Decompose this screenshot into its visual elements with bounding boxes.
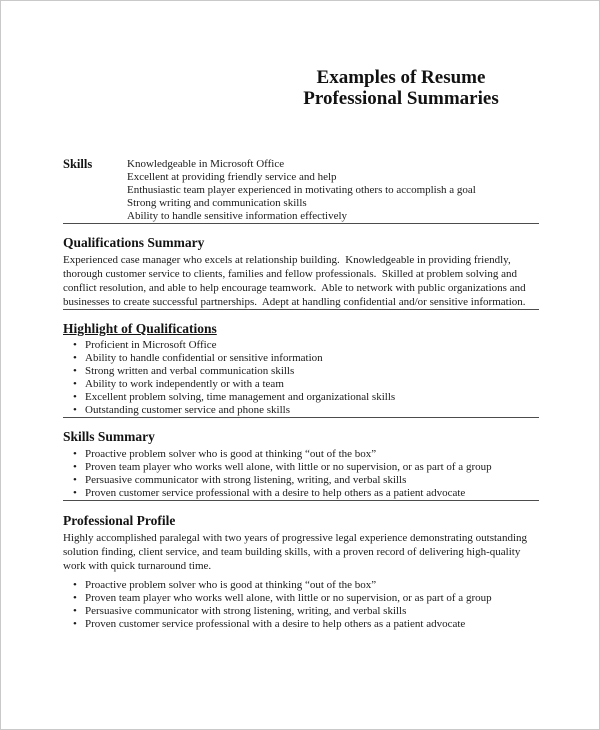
bullet-item: • Persuasive communicator with strong listening, writing, and verbal skills: [63, 605, 539, 618]
skills-item: Knowledgeable in Microsoft Office: [127, 158, 285, 170]
section-divider: [63, 309, 539, 310]
skills-items: [127, 158, 539, 223]
qualifications-summary-text: Experienced case manager who excels at relationship building. Knowledgeable in providing friendly, thorough customer service to clients, families and fellow professionals. Skilled at problem solving and conflict resolution, and able to help encourage teamwork. Able to network with public organizations and businesses to create successful partnerships. Adept at handling confidential and/or sensitive information.: [63, 254, 529, 308]
skills-item: Enthusiastic team player experienced in motivating others to accomplish a goal: [127, 184, 476, 196]
section-skills-summary: [63, 429, 539, 500]
skills-summary-heading: Skills Summary: [63, 429, 155, 444]
highlight-of-qualifications-list: [63, 339, 539, 417]
bullet-item: • Ability to handle confidential or sensitive information: [63, 352, 539, 365]
section-professional-profile: [63, 513, 539, 631]
bullet-item: • Outstanding customer service and phone skills: [63, 404, 539, 417]
bullet-item: • Proficient in Microsoft Office: [63, 339, 539, 352]
document-content: [63, 67, 539, 631]
qualifications-summary-heading: Qualifications Summary: [63, 235, 205, 250]
skills-summary-list: [63, 448, 539, 500]
skills-item: Excellent at providing friendly service and help: [127, 171, 337, 183]
professional-profile-list: [63, 579, 539, 631]
section-divider: [63, 500, 539, 501]
section-qualifications-summary: [63, 235, 539, 309]
bullet-item: • Proven customer service professional with a desire to help others as a patient advocate: [63, 618, 539, 631]
section-divider: [63, 223, 539, 224]
section-skills: [63, 158, 539, 223]
skills-label: Skills: [63, 157, 93, 171]
page-title-line2: Professional Summaries: [303, 88, 499, 109]
page-title-line1: Examples of Resume: [316, 67, 486, 88]
highlight-of-qualifications-heading: Highlight of Qualifications: [63, 321, 217, 336]
bullet-item: • Proven team player who works well alone, with little or no supervision, or as part of a group: [63, 461, 539, 474]
section-divider: [63, 417, 539, 418]
professional-profile-text: Highly accomplished paralegal with two years of progressive legal experience demonstrating outstanding solution finding, client service, and team building skills, with a proven record of delivering high-quality work with quick turnaround time.: [63, 532, 530, 572]
bullet-item: • Proven customer service professional with a desire to help others as a patient advocate: [63, 487, 539, 500]
skills-item: Ability to handle sensitive information effectively: [127, 210, 348, 222]
professional-profile-heading: Professional Profile: [63, 513, 176, 528]
skills-item: Strong writing and communication skills: [127, 197, 307, 209]
bullet-item: • Excellent problem solving, time management and organizational skills: [63, 391, 539, 404]
bullet-item: • Ability to work independently or with a team: [63, 378, 539, 391]
bullet-item: • Proven team player who works well alone, with little or no supervision, or as part of a group: [63, 592, 539, 605]
bullet-item: • Proactive problem solver who is good at thinking “out of the box”: [63, 448, 539, 461]
bullet-item: • Proactive problem solver who is good at thinking “out of the box”: [63, 579, 539, 592]
section-highlight-of-qualifications: [63, 321, 539, 417]
bullet-item: • Persuasive communicator with strong listening, writing, and verbal skills: [63, 474, 539, 487]
page-title: [261, 67, 541, 109]
bullet-item: • Strong written and verbal communication skills: [63, 365, 539, 378]
